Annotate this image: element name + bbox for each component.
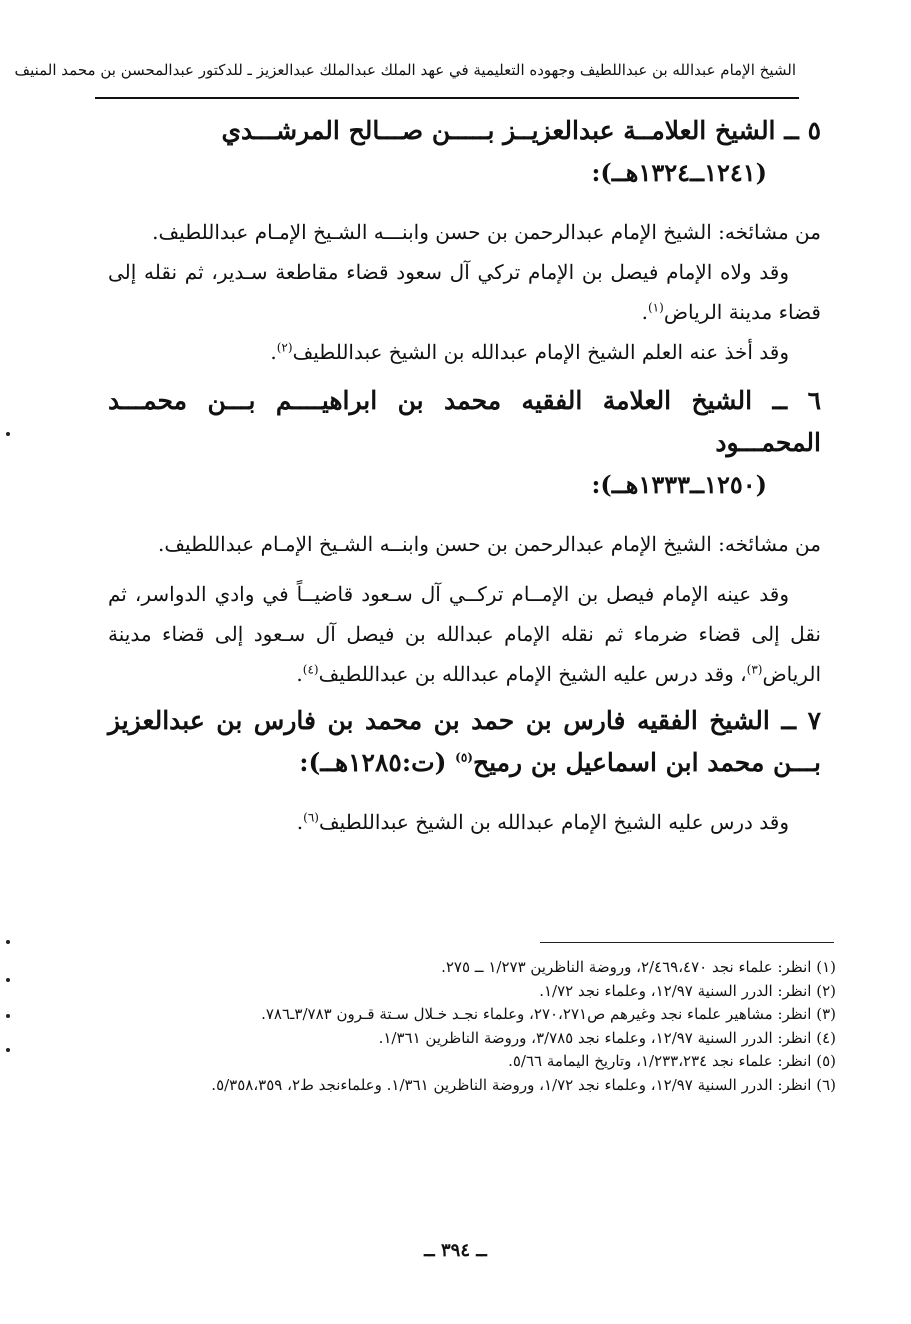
footnote: (٦) انظر: الدرر السنية ١٢/٩٧، وعلماء نجد ١/٧٢، وروضة الناظرين ١/٣٦١. وعلماءنجد ط٢، ٥/٣٥٨،٣٥٩. bbox=[211, 1075, 836, 1094]
footnote-ref: (٥) bbox=[455, 750, 473, 765]
running-header: الشيخ الإمام عبدالله بن عبداللطيف وجهوده التعليمية في عهد الملك عبدالملك عبدالعزيز ـ للدكتور عبدالمحسن بن محمد المنيف bbox=[14, 61, 796, 79]
heading-dates: (١٢٤١ــ١٣٢٤هــ): bbox=[591, 158, 767, 187]
margin-dot bbox=[6, 1048, 10, 1052]
margin-dot bbox=[6, 978, 10, 982]
section-7 bbox=[108, 700, 821, 842]
paragraph-text: من مشائخه: الشيخ الإمام عبدالرحمن بن حسن وابنــه الشـيخ الإمـام عبداللطيف. bbox=[157, 532, 821, 556]
paragraph-text: من مشائخه: الشيخ الإمام عبدالرحمن بن حسن وابنـــه الشـيخ الإمـام عبداللطيف. bbox=[152, 220, 821, 244]
paragraph-text: ، وقد درس عليه الشيخ الإمام عبدالله بن عبداللطيف bbox=[318, 662, 747, 686]
paragraph bbox=[108, 212, 821, 252]
footnotes bbox=[120, 956, 836, 1097]
header-divider bbox=[95, 97, 799, 99]
section-6 bbox=[108, 380, 821, 694]
section-heading bbox=[108, 110, 821, 194]
heading-dates: (١٢٥٠ــ١٣٣٣هــ): bbox=[591, 470, 767, 499]
section-heading bbox=[108, 700, 821, 784]
footnote-ref: (٣) bbox=[746, 662, 763, 677]
heading-text: ٧ ــ الشيخ الفقيه فارس بن حمد بن محمد بن فارس بن عبدالعزيز بـــن محمد ابن اسماعيل بن رميح bbox=[108, 706, 821, 777]
paragraph-text: وقد عينه الإمام فيصل بن الإمــام تركــي آل سـعود قاضيــاً في وادي الدواسر، ثم نقل إلى قضاء ضرماء ثم نقله الإمام عبدالله بن فيصل آل سـعود إلى قضاء مدينة الرياض bbox=[108, 582, 821, 686]
footnote: (٥) انظر: علماء نجد ١/٢٣٣،٢٣٤، وتاريخ اليمامة ٥/٦٦. bbox=[508, 1052, 836, 1070]
paragraph bbox=[108, 524, 821, 564]
footnote: (٢) انظر: الدرر السنية ١٢/٩٧، وعلماء نجد ١/٧٢. bbox=[539, 981, 836, 1000]
footnote: (١) انظر: علماء نجد ٢/٤٦٩،٤٧٠، وروضة الناظرين ١/٢٧٣ ــ ٢٧٥. bbox=[441, 958, 836, 976]
paragraph: وقد عينه الإمام فيصل بن الإمــام تركــي آل سـعود قاضيــاً في وادي الدواسر، ثم نقل إلى قضاء ضرماء ثم نقله الإمام عبدالله بن فيصل آل سـعود إلى قضاء مدينة الرياض$^{(٣)}$، وقد درس عليه الشيخ الإمام عبدالله بن عبداللطيف$^{(٤)}$. bbox=[108, 582, 821, 686]
paragraph: وقد درس عليه الشيخ الإمام عبدالله بن الشيخ عبداللطيف$^{(٦)}$. bbox=[296, 810, 789, 834]
footnote-ref: (١) bbox=[647, 300, 664, 315]
section-heading bbox=[108, 380, 821, 506]
heading-text: ٥ ــ الشيخ العلامــة عبدالعزيــز بـــــن صـــالح المرشـــدي bbox=[221, 116, 821, 145]
footnote-divider bbox=[540, 942, 834, 943]
footnote-ref: (٢) bbox=[276, 340, 293, 355]
footnote-ref: (٦) bbox=[303, 810, 319, 825]
heading-text: ٦ ــ الشيخ العلامة الفقيه محمد بن ابراهيــــم بـــن محمـــد المحمـــود bbox=[108, 386, 821, 457]
paragraph-text: وقد درس عليه الشيخ الإمام عبدالله بن الشيخ عبداللطيف bbox=[318, 810, 789, 834]
footnote: (٤) انظر: الدرر السنية ١٢/٩٧، وعلماء نجد ٣/٧٨٥، وروضة الناظرين ١/٣٦١. bbox=[378, 1028, 836, 1047]
margin-dot bbox=[6, 940, 10, 944]
main-content bbox=[108, 104, 821, 842]
paragraph-text: وقد أخذ عنه العلم الشيخ الإمام عبدالله بن الشيخ عبداللطيف bbox=[292, 340, 789, 364]
margin-dot bbox=[6, 432, 10, 436]
footnote: (٣) انظر: مشاهير علماء نجد وغيرهم ص٢٧٠،٢٧١، وعلماء نجـد خـلال سـتة قـرون ٣/٧٨٣ـ٧٨٦. bbox=[261, 1005, 836, 1023]
margin-dot bbox=[6, 1014, 10, 1018]
footnote-ref: (٤) bbox=[302, 662, 319, 677]
paragraph: وقد أخذ عنه العلم الشيخ الإمام عبدالله بن الشيخ عبداللطيف$^{(٢)}$. bbox=[270, 340, 789, 364]
section-5 bbox=[108, 110, 821, 372]
heading-dates: (ت:١٢٨٥هــ): bbox=[299, 748, 447, 777]
paragraph: وقد ولاه الإمام فيصل بن الإمام تركي آل سعود قضاء مقاطعة سـدير، ثم نقله إلى قضاء مدينة الرياض$^{(١)}$. bbox=[108, 260, 821, 324]
paragraph-text: وقد ولاه الإمام فيصل بن الإمام تركي آل سعود قضاء مقاطعة سـدير، ثم نقله إلى قضاء مدينة الرياض bbox=[108, 260, 821, 324]
page-number: ــ ٣٩٤ ــ bbox=[424, 1240, 487, 1261]
